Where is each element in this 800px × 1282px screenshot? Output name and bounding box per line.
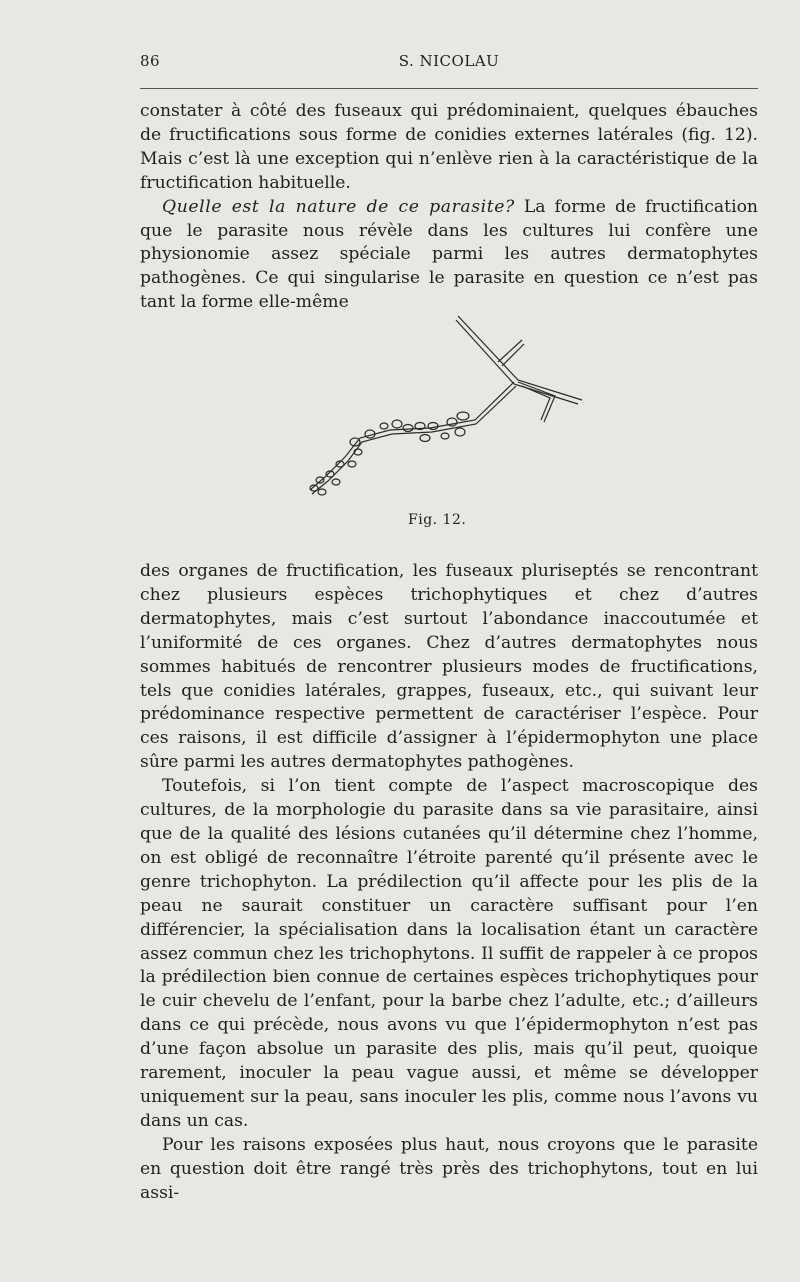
hypha-drawing xyxy=(300,312,590,512)
paragraph-text: La forme de fructification que le parasite nous révèle dans les cultures lui confère une physionomie assez spéciale parmi les autres dermatophytes pathogènes. Ce qui singularise le parasite en question ce n’est pas tant la forme elle-même xyxy=(140,196,758,313)
paragraph: Toutefois, si l’on tient compte de l’aspect macroscopique des cultures, de la morphologie du parasite dans sa vie parasitaire, ainsi que de la qualité des lésions cutanées qu’il détermine chez l’homme, on est obligé de reconnaître l’étroite parenté qu’il présente avec le genre trichophyton. La prédilection qu’il affecte pour les plis de la peau ne saurait constituer un caractère suffisant pour l’en différencier, la spécialisation dans la localisation étant un caractère assez commun chez les trichophytons. Il suffit de rappeler à ce propos la prédilection bien connue de certaines espèces trichophytiques pour le cuir chevelu de l’enfant, pour la barbe chez l’adulte, etc.; d’ailleurs dans ce qui précède, nous avons vu que l’épidermophyton n’est pas d’une façon absolue un parasite des plis, mais qu’il peut, quoique rarement, inoculer la peau vague aussi, et même se développer uniquement sur la peau, sans inoculer les plis, comme nous l’avons vu dans un cas. xyxy=(140,776,758,1131)
italic-question: Quelle est la nature de ce parasite? xyxy=(162,196,515,217)
figure-caption: Fig. 12. xyxy=(408,512,467,528)
figure-12-illustration xyxy=(300,312,590,512)
running-title: S. NICOLAU xyxy=(398,52,500,70)
paragraph: des organes de fructification, les fuseaux pluriseptés se rencontrant chez plusieurs espèces trichophytiques et chez d’autres dermatophytes, mais c’est surtout l’abondance inaccoutumée et l’uniformité de ces organes. Chez d’autres dermatophytes nous sommes habitués de rencontrer plusieurs modes de fructifications, tels que conidies latérales, grappes, fuseaux, etc., qui suivant leur prédominance respective permettent de caractériser l’espèce. Pour ces raisons, il est difficile d’assigner à l’épidermophyton une place sûre parmi les autres dermatophytes pathogènes. xyxy=(140,561,758,773)
header-rule xyxy=(140,88,758,89)
page-number: 86 xyxy=(140,52,161,70)
text-block-top xyxy=(140,100,758,315)
paragraph xyxy=(140,196,758,316)
running-head xyxy=(140,52,758,76)
paragraph: Pour les raisons exposées plus haut, nous croyons que le parasite en question doit être rangé très près des trichophytons, tout en lui assi- xyxy=(140,1134,758,1203)
conidia-clusters xyxy=(310,412,469,495)
paragraph: constater à côté des fuseaux qui prédominaient, quelques ébauches de fructifications sous forme de conidies externes latérales (fig. 12). Mais c’est là une exception qui n’enlève rien à la caractéristique de la fructification habituelle. xyxy=(140,101,758,193)
text-block-bottom xyxy=(140,560,758,1205)
